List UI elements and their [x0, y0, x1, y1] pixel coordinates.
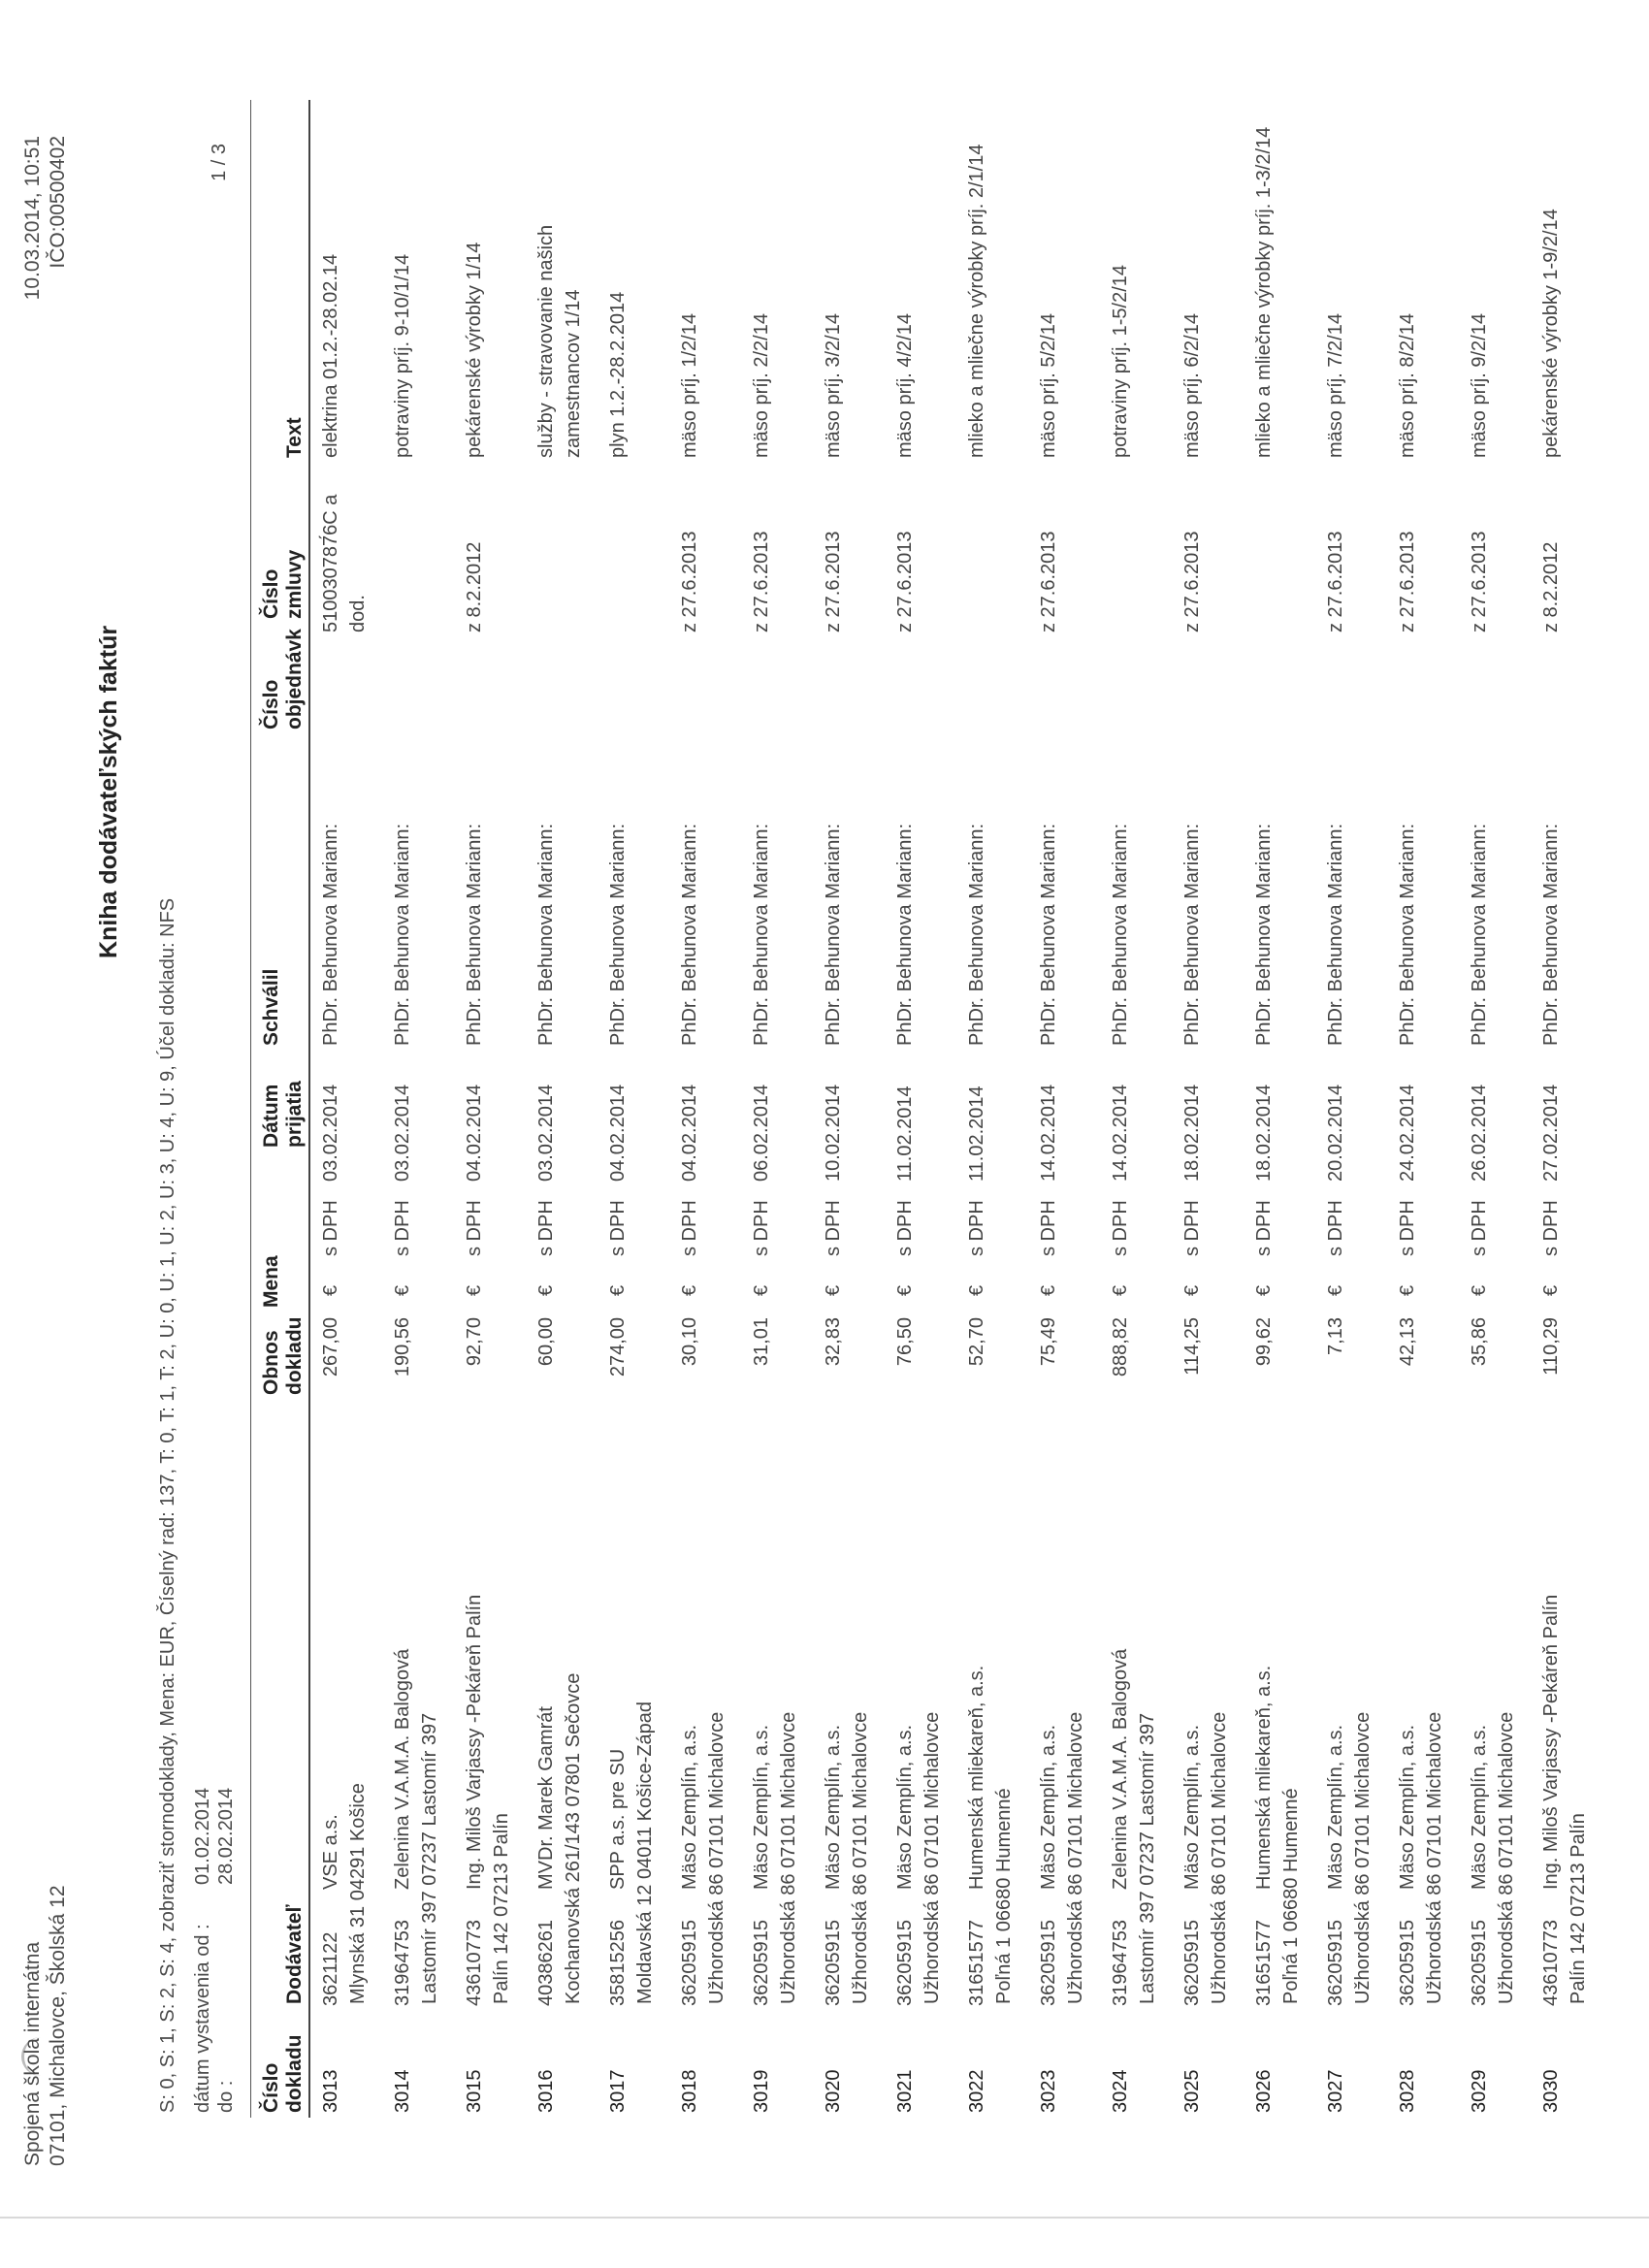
receipt-date: 11.02.2014 — [894, 1085, 916, 1182]
col-header-schvalil: Schválil — [260, 968, 282, 1046]
supplier-address: Kochanovská 261/143 07801 Sečovce — [563, 1672, 584, 2004]
date-from-value: 01.02.2014 — [192, 1787, 213, 1885]
invoice-number: 3026 — [1253, 2069, 1275, 2113]
supplier-ico: 43610773 — [1540, 1920, 1562, 2006]
approved-by: PhDr. Behunova Mariann: — [1397, 823, 1418, 1046]
supplier-ico: 36205915 — [1325, 1920, 1346, 2006]
currency: € — [320, 1284, 341, 1296]
receipt-date: 18.02.2014 — [1253, 1084, 1275, 1182]
supplier-name: Mäso Zemplín, a.s. — [1325, 1724, 1346, 1890]
col-header-datum-prijatia: Dátum prijatia — [260, 1081, 306, 1148]
supplier-ico: 31651577 — [1253, 1920, 1275, 2006]
contract-number: z 27.6.2013 — [1038, 531, 1059, 632]
supplier-address: Užhorodská 86 07101 Michalovce — [778, 1711, 799, 2004]
invoice-amount: 99,62 — [1253, 1317, 1275, 1367]
invoice-number: 3025 — [1181, 2069, 1203, 2113]
invoice-amount: 31,01 — [751, 1317, 772, 1367]
contract-number: z 8.2.2012 — [1540, 541, 1562, 632]
supplier-ico: 31964753 — [1110, 1920, 1131, 2006]
supplier-ico: 40386261 — [535, 1920, 557, 2006]
invoice-number: 3019 — [751, 2069, 772, 2113]
approved-by: PhDr. Behunova Mariann: — [679, 823, 700, 1046]
receipt-date: 18.02.2014 — [1181, 1084, 1203, 1182]
receipt-date: 03.02.2014 — [535, 1084, 557, 1182]
table-row — [1321, 0, 1379, 2268]
col-header-cislo-objednavky: Číslo objednávk — [260, 629, 306, 729]
approved-by: PhDr. Behunova Mariann: — [1253, 823, 1275, 1046]
approved-by: PhDr. Behunova Mariann: — [392, 823, 413, 1046]
receipt-date: 10.02.2014 — [823, 1084, 844, 1182]
supplier-name: Zelenina V.A.M.A. Balogová — [1110, 1648, 1131, 1890]
table-row — [532, 0, 590, 2268]
col-header-mena: Mena — [260, 1255, 282, 1308]
currency: € — [1540, 1284, 1562, 1296]
contract-number: z 27.6.2013 — [894, 531, 916, 632]
supplier-address: Lastomír 397 07237 Lastomír 397 — [1137, 1712, 1158, 2004]
description: mäso príj. 8/2/14 — [1397, 313, 1418, 458]
description: pekárenské výrobky 1-9/2/14 — [1540, 209, 1562, 458]
receipt-date: 11.02.2014 — [966, 1085, 987, 1182]
supplier-name: Zelenina V.A.M.A. Balogová — [392, 1648, 413, 1890]
header-bottom-rule — [308, 100, 310, 2118]
invoice-number: 3018 — [679, 2069, 700, 2113]
vat-flag: s DPH — [1397, 1200, 1418, 1256]
invoice-amount: 52,70 — [966, 1317, 987, 1367]
currency: € — [607, 1284, 629, 1296]
vat-flag: s DPH — [535, 1200, 557, 1256]
description: mäso príj. 7/2/14 — [1325, 313, 1346, 458]
supplier-name: Ing. Miloš Varjassy -Pekáreň Palín — [464, 1594, 485, 1890]
description: potraviny príj. 1-5/2/14 — [1110, 265, 1131, 458]
col-header-cislo-dokladu: Číslo dokladu — [260, 2034, 306, 2113]
currency: € — [823, 1284, 844, 1296]
invoice-amount: 60,00 — [535, 1317, 557, 1367]
description: mäso príj. 4/2/14 — [894, 313, 916, 458]
currency: € — [1397, 1284, 1418, 1296]
supplier-ico: 36205915 — [1397, 1920, 1418, 2006]
receipt-date: 14.02.2014 — [1110, 1084, 1131, 1182]
supplier-address: Užhorodská 86 07101 Michalovce — [1209, 1711, 1230, 2004]
table-row — [1178, 0, 1236, 2268]
vat-flag: s DPH — [1469, 1200, 1490, 1256]
invoice-amount: 35,86 — [1469, 1317, 1490, 1367]
supplier-name: Mäso Zemplín, a.s. — [1181, 1724, 1203, 1890]
invoice-amount: 274,00 — [607, 1317, 629, 1377]
col-header-dodavatel: Dodávateľ — [283, 1904, 306, 2004]
contract-number: z 27.6.2013 — [1181, 531, 1203, 632]
contract-number: z 27.6.2013 — [679, 531, 700, 632]
receipt-date: 20.02.2014 — [1325, 1084, 1346, 1182]
approved-by: PhDr. Behunova Mariann: — [1181, 823, 1203, 1046]
receipt-date: 14.02.2014 — [1038, 1084, 1059, 1182]
contract-number: z 27.6.2013 — [1325, 531, 1346, 632]
currency: € — [1253, 1284, 1275, 1296]
invoice-amount: 42,13 — [1397, 1317, 1418, 1367]
invoice-number: 3024 — [1110, 2069, 1131, 2113]
invoice-amount: 888,82 — [1110, 1317, 1131, 1377]
vat-flag: s DPH — [679, 1200, 700, 1256]
col-header-obnos: Obnos dokladu — [260, 1316, 306, 1395]
currency: € — [751, 1284, 772, 1296]
invoice-number: 3030 — [1540, 2069, 1562, 2113]
document-title: Kniha dodávateľských faktúr — [95, 625, 122, 958]
supplier-name: Mäso Zemplín, a.s. — [1038, 1724, 1059, 1890]
currency: € — [535, 1284, 557, 1296]
receipt-date: 04.02.2014 — [679, 1084, 700, 1182]
table-row — [316, 0, 374, 2268]
invoice-number: 3022 — [966, 2069, 987, 2113]
vat-flag: s DPH — [1325, 1200, 1346, 1256]
vat-flag: s DPH — [392, 1200, 413, 1256]
table-row — [675, 0, 733, 2268]
receipt-date: 03.02.2014 — [320, 1084, 341, 1182]
table-row — [1536, 0, 1595, 2268]
approved-by: PhDr. Behunova Mariann: — [464, 823, 485, 1046]
currency: € — [1110, 1284, 1131, 1296]
table-row — [1249, 0, 1308, 2268]
currency: € — [1181, 1284, 1203, 1296]
approved-by: PhDr. Behunova Mariann: — [751, 823, 772, 1046]
invoice-number: 3021 — [894, 2069, 916, 2113]
contract-number: z 27.6.2013 — [1469, 531, 1490, 632]
approved-by: PhDr. Behunova Mariann: — [966, 823, 987, 1046]
invoice-number: 3028 — [1397, 2069, 1418, 2113]
receipt-date: 04.02.2014 — [607, 1084, 629, 1182]
supplier-ico: 35815256 — [607, 1920, 629, 2006]
supplier-name: SPP a.s. pre SU — [607, 1748, 629, 1890]
description-cont: zamestnancov 1/14 — [563, 289, 584, 458]
contract-number: z 8.2.2012 — [464, 541, 485, 632]
supplier-address: Palín 142 07213 Palín — [1568, 1813, 1589, 2004]
supplier-name: Mäso Zemplín, a.s. — [894, 1724, 916, 1890]
supplier-name: Ing. Miloš Varjassy -Pekáreň Palín — [1540, 1594, 1562, 1890]
approved-by: PhDr. Behunova Mariann: — [1110, 823, 1131, 1046]
currency: € — [392, 1284, 413, 1296]
invoice-number: 3013 — [320, 2069, 341, 2113]
supplier-ico: 36205915 — [894, 1920, 916, 2006]
currency: € — [679, 1284, 700, 1296]
vat-flag: s DPH — [823, 1200, 844, 1256]
header-top-rule — [250, 100, 251, 2118]
date-to-value: 28.02.2014 — [215, 1787, 237, 1885]
supplier-ico: 3621122 — [320, 1931, 341, 2006]
description: mlieko a mliečne výrobky príj. 1-3/2/14 — [1253, 126, 1275, 458]
supplier-address: Lastomír 397 07237 Lastomír 397 — [419, 1712, 440, 2004]
approved-by: PhDr. Behunova Mariann: — [823, 823, 844, 1046]
approved-by: PhDr. Behunova Mariann: — [607, 823, 629, 1046]
invoice-number: 3017 — [607, 2069, 629, 2113]
invoice-number: 3029 — [1469, 2069, 1490, 2113]
invoice-amount: 190,56 — [392, 1317, 413, 1377]
receipt-date: 27.02.2014 — [1540, 1084, 1562, 1182]
supplier-address: Užhorodská 86 07101 Michalovce — [922, 1711, 943, 2004]
supplier-address: Poľná 1 06680 Humenné — [1280, 1788, 1302, 2004]
supplier-address: Palín 142 07213 Palín — [491, 1813, 512, 2004]
approved-by: PhDr. Behunova Mariann: — [535, 823, 557, 1046]
supplier-address: Užhorodská 86 07101 Michalovce — [706, 1711, 728, 2004]
invoice-number: 3027 — [1325, 2069, 1346, 2113]
description: pekárenské výrobky 1/14 — [464, 242, 485, 458]
supplier-address: Mlynská 31 04291 Košice — [347, 1783, 369, 2004]
table-row — [819, 0, 877, 2268]
description: mlieko a mliečne výrobky príj. 2/1/14 — [966, 144, 987, 458]
table-row — [962, 0, 1020, 2268]
print-datetime: 10.03.2014, 10:51 — [21, 136, 44, 301]
col-header-cislo-zmluvy: Číslo zmluvy — [260, 549, 306, 619]
col-header-text: Text — [283, 417, 306, 458]
description: mäso príj. 1/2/14 — [679, 313, 700, 458]
table-row — [747, 0, 805, 2268]
description: elektrina 01.2.-28.02.14 — [320, 253, 341, 458]
table-row — [388, 0, 446, 2268]
vat-flag: s DPH — [894, 1200, 916, 1256]
supplier-name: Mäso Zemplín, a.s. — [823, 1724, 844, 1890]
vat-flag: s DPH — [1038, 1200, 1059, 1256]
receipt-date: 04.02.2014 — [464, 1084, 485, 1182]
filter-criteria: S: 0, S: 1, S: 2, S: 4, zobraziť stornodoklady, Mena: EUR, Číselný rad: 137, T: 0, T: 1, T: 2, U: 0, U: 1, U: 2, U: 3, U: 4, U: 9, Účel dokladu: NFS — [157, 897, 178, 2113]
supplier-name: Mäso Zemplín, a.s. — [751, 1724, 772, 1890]
currency: € — [1325, 1284, 1346, 1296]
vat-flag: s DPH — [320, 1200, 341, 1256]
currency: € — [1469, 1284, 1490, 1296]
invoice-amount: 30,10 — [679, 1317, 700, 1367]
supplier-address: Moldavská 12 04011 Košice-Západ — [634, 1701, 656, 2004]
receipt-date: 24.02.2014 — [1397, 1084, 1418, 1182]
supplier-address: Užhorodská 86 07101 Michalovce — [1496, 1711, 1517, 2004]
invoice-number: 3014 — [392, 2069, 413, 2113]
vat-flag: s DPH — [607, 1200, 629, 1256]
approved-by: PhDr. Behunova Mariann: — [1325, 823, 1346, 1046]
description: plyn 1.2.-28.2.2014 — [607, 291, 629, 458]
supplier-address: Užhorodská 86 07101 Michalovce — [1065, 1711, 1086, 2004]
approved-by: PhDr. Behunova Mariann: — [894, 823, 916, 1046]
table-row — [603, 0, 662, 2268]
supplier-address: Poľná 1 06680 Humenné — [993, 1788, 1015, 2004]
vat-flag: s DPH — [1110, 1200, 1131, 1256]
invoice-amount: 92,70 — [464, 1317, 485, 1367]
invoice-amount: 7,13 — [1325, 1317, 1346, 1355]
contract-number: z 27.6.2013 — [823, 531, 844, 632]
supplier-address: Užhorodská 86 07101 Michalovce — [1424, 1711, 1445, 2004]
description: mäso príj. 2/2/14 — [751, 313, 772, 458]
supplier-name: Mäso Zemplín, a.s. — [1469, 1724, 1490, 1890]
invoice-number: 3015 — [464, 2069, 485, 2113]
receipt-date: 03.02.2014 — [392, 1084, 413, 1182]
supplier-ico: 36205915 — [751, 1920, 772, 2006]
table-row — [460, 0, 518, 2268]
supplier-address: Užhorodská 86 07101 Michalovce — [850, 1711, 871, 2004]
contract-number: z 27.6.2013 — [1397, 531, 1418, 632]
description: mäso príj. 9/2/14 — [1469, 313, 1490, 458]
company-ico: IČO:00500402 — [47, 136, 69, 269]
table-row — [1106, 0, 1164, 2268]
supplier-ico: 31651577 — [966, 1920, 987, 2006]
table-row — [1465, 0, 1523, 2268]
supplier-ico: 36205915 — [823, 1920, 844, 2006]
vat-flag: s DPH — [1540, 1200, 1562, 1256]
vat-flag: s DPH — [464, 1200, 485, 1256]
vat-flag: s DPH — [966, 1200, 987, 1256]
description: mäso príj. 6/2/14 — [1181, 313, 1203, 458]
receipt-date: 26.02.2014 — [1469, 1084, 1490, 1182]
invoice-amount: 75,49 — [1038, 1317, 1059, 1367]
approved-by: PhDr. Behunova Mariann: — [1469, 823, 1490, 1046]
contract-number: 510030787́6C a — [320, 494, 341, 632]
description: mäso príj. 3/2/14 — [823, 313, 844, 458]
supplier-ico: 43610773 — [464, 1920, 485, 2006]
invoice-number: 3020 — [823, 2069, 844, 2113]
supplier-ico: 36205915 — [1181, 1920, 1203, 2006]
description: potraviny príj. 9-10/1/14 — [392, 253, 413, 458]
invoice-amount: 114,25 — [1181, 1317, 1203, 1376]
table-row — [1034, 0, 1092, 2268]
table-row — [890, 0, 949, 2268]
invoice-number: 3016 — [535, 2069, 557, 2113]
description: služby - stravovanie našich — [535, 224, 557, 458]
currency: € — [1038, 1284, 1059, 1296]
receipt-date: 06.02.2014 — [751, 1084, 772, 1182]
description: mäso príj. 5/2/14 — [1038, 313, 1059, 458]
currency: € — [464, 1284, 485, 1296]
invoice-amount: 32,83 — [823, 1317, 844, 1367]
supplier-name: Humenská mliekareň, a.s. — [1253, 1665, 1275, 1890]
currency: € — [894, 1284, 916, 1296]
invoice-amount: 110,29 — [1540, 1317, 1562, 1376]
supplier-ico: 36205915 — [679, 1920, 700, 2006]
table-row — [1393, 0, 1451, 2268]
vat-flag: s DPH — [1181, 1200, 1203, 1256]
supplier-name: Humenská mliekareň, a.s. — [966, 1665, 987, 1890]
approved-by: PhDr. Behunova Mariann: — [320, 823, 341, 1046]
invoice-amount: 76,50 — [894, 1317, 916, 1367]
approved-by: PhDr. Behunova Mariann: — [1038, 823, 1059, 1046]
vat-flag: s DPH — [1253, 1200, 1275, 1256]
supplier-name: VSE a.s. — [320, 1814, 341, 1890]
date-from-label: dátum vystavenia od : — [192, 1924, 213, 2113]
supplier-name: MVDr. Marek Gamrát — [535, 1706, 557, 1890]
supplier-address: Užhorodská 86 07101 Michalovce — [1352, 1711, 1374, 2004]
supplier-ico: 36205915 — [1469, 1920, 1490, 2006]
supplier-ico: 36205915 — [1038, 1920, 1059, 2006]
school-name: Spojená škola internátna — [21, 1941, 44, 2166]
supplier-name: Mäso Zemplín, a.s. — [679, 1724, 700, 1890]
approved-by: PhDr. Behunova Mariann: — [1540, 823, 1562, 1046]
vat-flag: s DPH — [751, 1200, 772, 1256]
currency: € — [966, 1284, 987, 1296]
contract-number: z 27.6.2013 — [751, 531, 772, 632]
supplier-name: Mäso Zemplín, a.s. — [1397, 1724, 1418, 1890]
invoice-number: 3023 — [1038, 2069, 1059, 2113]
school-address: 07101, Michalovce, Školská 12 — [47, 1885, 69, 2166]
date-to-label: do : — [215, 2080, 237, 2113]
page-number: 1 / 3 — [209, 144, 230, 181]
supplier-ico: 31964753 — [392, 1920, 413, 2006]
invoice-amount: 267,00 — [320, 1317, 341, 1377]
contract-number-cont: dod. — [347, 595, 369, 632]
